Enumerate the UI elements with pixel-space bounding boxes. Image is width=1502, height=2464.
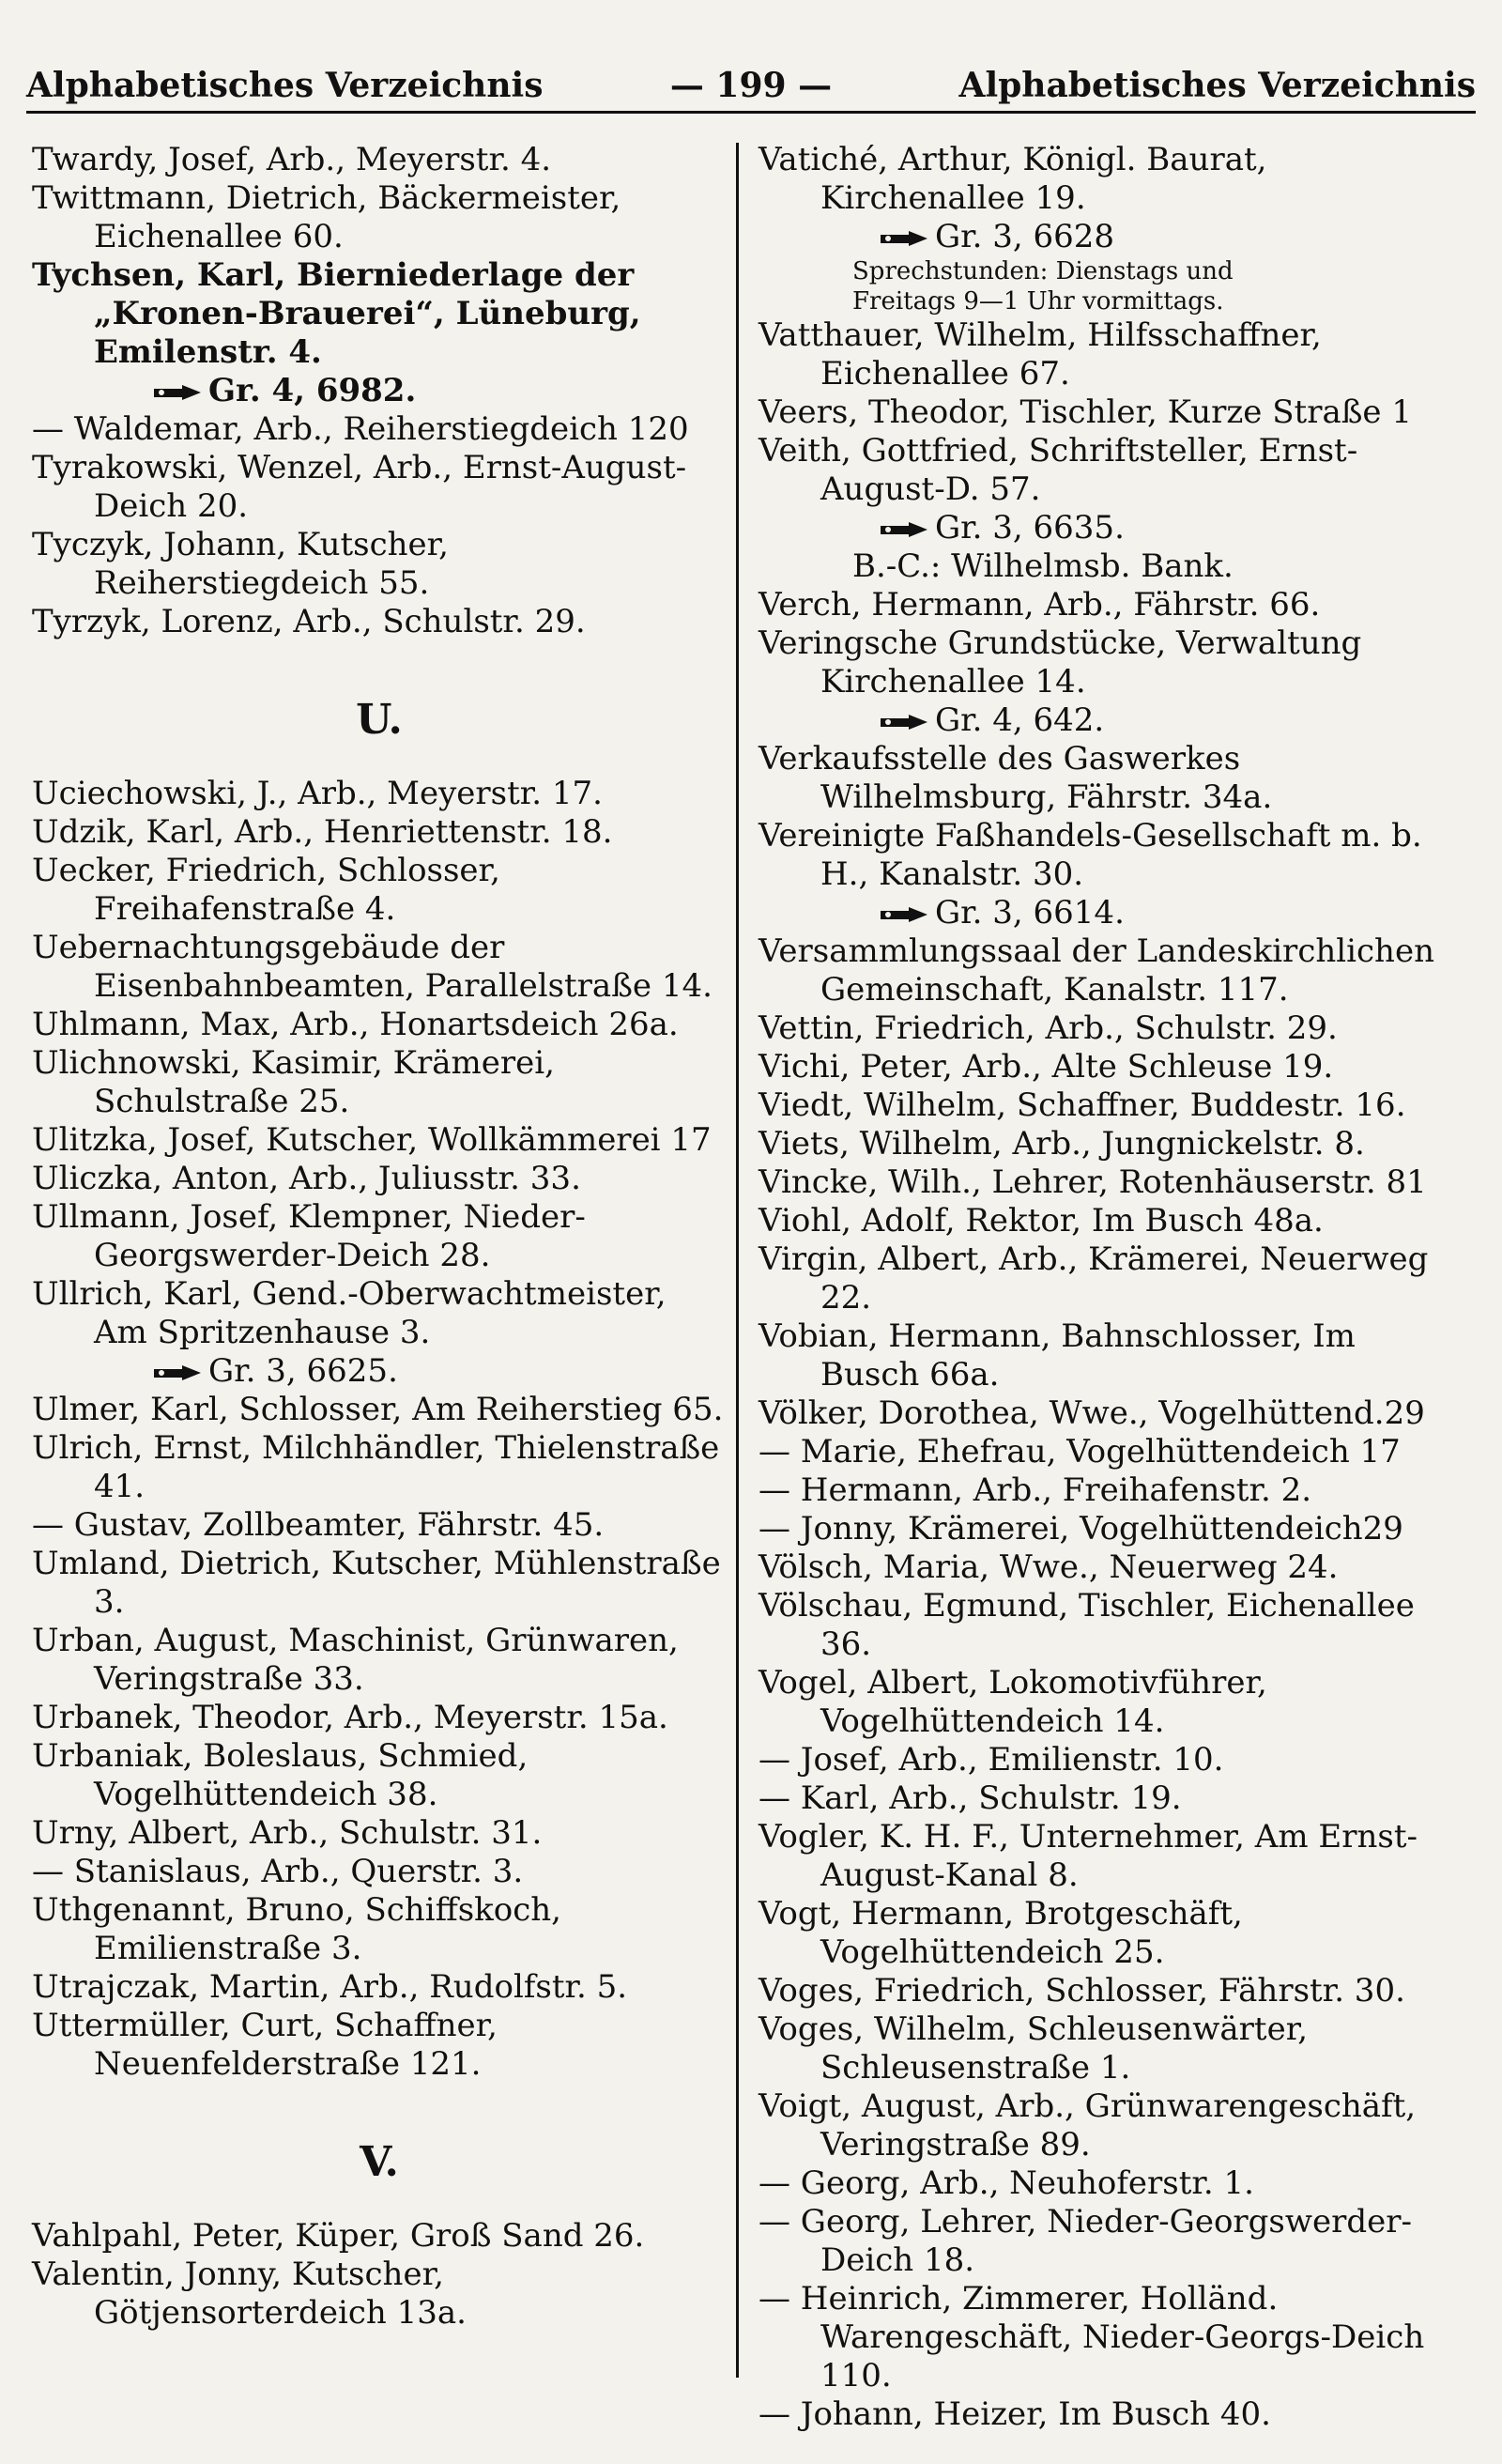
veith-bank: B.-C.: Wilhelmsb. Bank. — [852, 547, 1234, 585]
spacer — [32, 747, 727, 775]
directory-entry: Uttermüller, Curt, Schaffner, Neuenfelderstraße 121. — [32, 2007, 498, 2083]
directory-entry: — Hermann, Arb., Freihafenstr. 2. — [759, 1471, 1312, 1509]
entry-vatiche-phone — [759, 218, 1453, 256]
directory-entry: Vichi, Peter, Arb., Alte Schleuse 19. — [759, 1048, 1334, 1086]
directory-entry: Tyrakowski, Wenzel, Arb., Ernst-August-Deich 20. — [32, 449, 687, 525]
directory-entry: Uthgenannt, Bruno, Schiffskoch, Emilienstraße 3. — [32, 1891, 561, 1967]
directory-entry: — Georg, Arb., Neuhoferstr. 1. — [759, 2164, 1254, 2202]
entry-ullrich-phone — [32, 1352, 727, 1391]
directory-entry: Vettin, Friedrich, Arb., Schulstr. 29. — [759, 1009, 1338, 1047]
tychsen-phone-number: Gr. 4, 6982. — [208, 372, 417, 409]
right-column — [759, 141, 1453, 2434]
directory-entry: Urban, August, Maschinist, Grünwaren, Veringstraße 33. — [32, 1622, 679, 1698]
telephone-icon — [154, 382, 203, 403]
directory-entry: Urbanek, Theodor, Arb., Meyerstr. 15a. — [32, 1699, 668, 1736]
directory-entry: — Johann, Heizer, Im Busch 40. — [759, 2395, 1271, 2433]
telephone-icon — [881, 519, 929, 540]
telephone-icon — [881, 228, 929, 249]
header-left-title: Alphabetisches Verzeichnis — [26, 66, 544, 105]
directory-entry: Vogt, Hermann, Brotgeschäft, Vogelhüttendeich 25. — [759, 1895, 1243, 1971]
directory-entry: Ullmann, Josef, Klempner, Nieder-Georgswerder-Deich 28. — [32, 1198, 586, 1274]
directory-entry: Voigt, August, Arb., Grünwarengeschäft, Veringstraße 89. — [759, 2087, 1417, 2164]
directory-entry: — Jonny, Krämerei, Vogelhüttendeich29 — [759, 1510, 1403, 1548]
vatiche-phone-number: Gr. 3, 6628 — [935, 218, 1115, 255]
directory-entry: Verch, Hermann, Arb., Fährstr. 66. — [759, 586, 1321, 624]
spacer — [32, 2084, 727, 2136]
veith-phone-number: Gr. 3, 6635. — [935, 509, 1125, 547]
entry-veringsche: Veringsche Grundstücke, Verwaltung Kirchenallee 14. — [759, 624, 1362, 701]
entry-tychsen-phone — [32, 372, 727, 410]
entry-veith: Veith, Gottfried, Schriftsteller, Ernst-August-D. 57. — [759, 432, 1358, 508]
directory-entry: Vatthauer, Wilhelm, Hilfsschaffner, Eichenallee 67. — [759, 316, 1322, 393]
directory-entry: Ulmer, Karl, Schlosser, Am Reiherstieg 65. — [32, 1391, 724, 1428]
column-divider — [736, 143, 739, 2378]
directory-entry: — Waldemar, Arb., Reiherstiegdeich 120 — [32, 410, 689, 448]
left-column — [32, 141, 727, 2333]
directory-entry: Völker, Dorothea, Wwe., Vogelhüttend.29 — [759, 1394, 1425, 1432]
directory-entry: Tyrzyk, Lorenz, Arb., Schulstr. 29. — [32, 603, 586, 640]
directory-entry: Umland, Dietrich, Kutscher, Mühlenstraße 3. — [32, 1545, 721, 1621]
directory-entry: Virgin, Albert, Arb., Krämerei, Neuerweg 22. — [759, 1240, 1429, 1317]
telephone-icon — [881, 712, 929, 732]
header-rule — [26, 111, 1476, 114]
directory-entry: — Stanislaus, Arb., Querstr. 3. — [32, 1853, 524, 1890]
directory-entry: Utrajczak, Martin, Arb., Rudolfstr. 5. — [32, 1968, 628, 2006]
directory-entry: Uciechowski, J., Arb., Meyerstr. 17. — [32, 775, 603, 812]
directory-entry: Versammlungssaal der Landeskirchlichen Gemeinschaft, Kanalstr. 117. — [759, 932, 1434, 1009]
directory-entry: Uebernachtungsgebäude der Eisenbahnbeamten, Parallelstraße 14. — [32, 929, 713, 1005]
directory-entry: — Josef, Arb., Emilienstr. 10. — [759, 1741, 1224, 1779]
directory-entry: Verkaufsstelle des Gaswerkes Wilhelmsburg, Fährstr. 34a. — [759, 740, 1273, 816]
directory-entry: Uliczka, Anton, Arb., Juliusstr. 33. — [32, 1160, 581, 1197]
directory-entry: Uhlmann, Max, Arb., Honartsdeich 26a. — [32, 1006, 679, 1043]
directory-entry: — Gustav, Zollbeamter, Fährstr. 45. — [32, 1506, 605, 1544]
directory-entry: Twittmann, Dietrich, Bäckermeister, Eichenallee 60. — [32, 179, 621, 255]
directory-entry: Völsch, Maria, Wwe., Neuerweg 24. — [759, 1548, 1339, 1586]
entry-veith-phone — [759, 509, 1453, 547]
veringsche-phone-number: Gr. 4, 642. — [935, 701, 1105, 739]
directory-entry: Valentin, Jonny, Kutscher, Götjensorterdeich 13a. — [32, 2256, 467, 2332]
spacer — [32, 641, 727, 694]
directory-entry: Vogler, K. H. F., Unternehmer, Am Ernst-August-Kanal 8. — [759, 1818, 1418, 1894]
telephone-icon — [154, 1363, 203, 1383]
page-number: — 199 — — [669, 66, 833, 105]
directory-entry: Völschau, Egmund, Tischler, Eichenallee 36. — [759, 1587, 1415, 1663]
directory-entry: — Marie, Ehefrau, Vogelhüttendeich 17 — [759, 1433, 1401, 1471]
directory-entry: Twardy, Josef, Arb., Meyerstr. 4. — [32, 141, 552, 178]
directory-entry: Viohl, Adolf, Rektor, Im Busch 48a. — [759, 1202, 1324, 1240]
page-header — [26, 66, 1476, 113]
header-right-title: Alphabetisches Verzeichnis — [958, 66, 1476, 105]
vatiche-hours-line-1: Sprechstunden: Dienstags und — [852, 257, 1234, 285]
directory-entry: Vogel, Albert, Lokomotivführer, Vogelhüttendeich 14. — [759, 1664, 1267, 1740]
entry-vereinigte-phone — [759, 894, 1453, 932]
entry-tychsen: Tychsen, Karl, Bierniederlage der „Kronen-Brauerei“, Lüneburg, Emilenstr. 4. — [32, 256, 641, 371]
directory-entry: Urny, Albert, Arb., Schulstr. 31. — [32, 1814, 543, 1852]
directory-entry: Viedt, Wilhelm, Schaffner, Buddestr. 16. — [759, 1086, 1406, 1124]
directory-entry: Vahlpahl, Peter, Küper, Groß Sand 26. — [32, 2217, 645, 2255]
directory-entry: Viets, Wilhelm, Arb., Jungnickelstr. 8. — [759, 1125, 1365, 1163]
directory-entry: Vereinigte Faßhandels-Gesellschaft m. b. H., Kanalstr. 30. — [759, 817, 1422, 893]
directory-entry: Ulitzka, Josef, Kutscher, Wollkämmerei 17 — [32, 1121, 712, 1159]
directory-entry: Ulichnowski, Kasimir, Krämerei, Schulstraße 25. — [32, 1044, 555, 1120]
directory-entry: Voges, Wilhelm, Schleusenwärter, Schleusenstraße 1. — [759, 2010, 1309, 2087]
directory-entry: Vincke, Wilh., Lehrer, Rotenhäuserstr. 81 — [759, 1163, 1427, 1201]
directory-entry: — Heinrich, Zimmerer, Holländ. Warengeschäft, Nieder-Georgs-Deich 110. — [759, 2280, 1425, 2395]
section-letter-u: U. — [356, 696, 403, 744]
directory-entry: Ulrich, Ernst, Milchhändler, Thielenstraße 41. — [32, 1429, 720, 1505]
vereinigte-phone-number: Gr. 3, 6614. — [935, 894, 1125, 932]
directory-entry: Urbaniak, Boleslaus, Schmied, Vogelhüttendeich 38. — [32, 1737, 529, 1813]
vatiche-hours-line-2: Freitags 9—1 Uhr vormittags. — [852, 287, 1224, 316]
ullrich-phone-number: Gr. 3, 6625. — [208, 1352, 398, 1390]
spacer — [32, 2189, 727, 2217]
directory-entry: — Karl, Arb., Schulstr. 19. — [759, 1779, 1182, 1817]
directory-entry: Udzik, Karl, Arb., Henriettenstr. 18. — [32, 813, 613, 851]
directory-entry: Vobian, Hermann, Bahnschlosser, Im Busch 66a. — [759, 1317, 1356, 1394]
entry-vatiche: Vatiché, Arthur, Königl. Baurat, Kirchenallee 19. — [759, 141, 1267, 217]
section-letter-v: V. — [360, 2138, 399, 2186]
directory-entry: Ullrich, Karl, Gend.-Oberwachtmeister, Am Spritzenhause 3. — [32, 1275, 667, 1351]
directory-entry: Voges, Friedrich, Schlosser, Fährstr. 30. — [759, 1972, 1405, 2010]
directory-entry: Uecker, Friedrich, Schlosser, Freihafenstraße 4. — [32, 852, 500, 928]
directory-entry: — Georg, Lehrer, Nieder-Georgswerder-Deich 18. — [759, 2203, 1412, 2279]
entry-veringsche-phone — [759, 701, 1453, 740]
telephone-icon — [881, 904, 929, 925]
directory-entry: Veers, Theodor, Tischler, Kurze Straße 1 — [759, 393, 1412, 431]
directory-entry: Tyczyk, Johann, Kutscher, Reiherstiegdeich 55. — [32, 526, 449, 602]
